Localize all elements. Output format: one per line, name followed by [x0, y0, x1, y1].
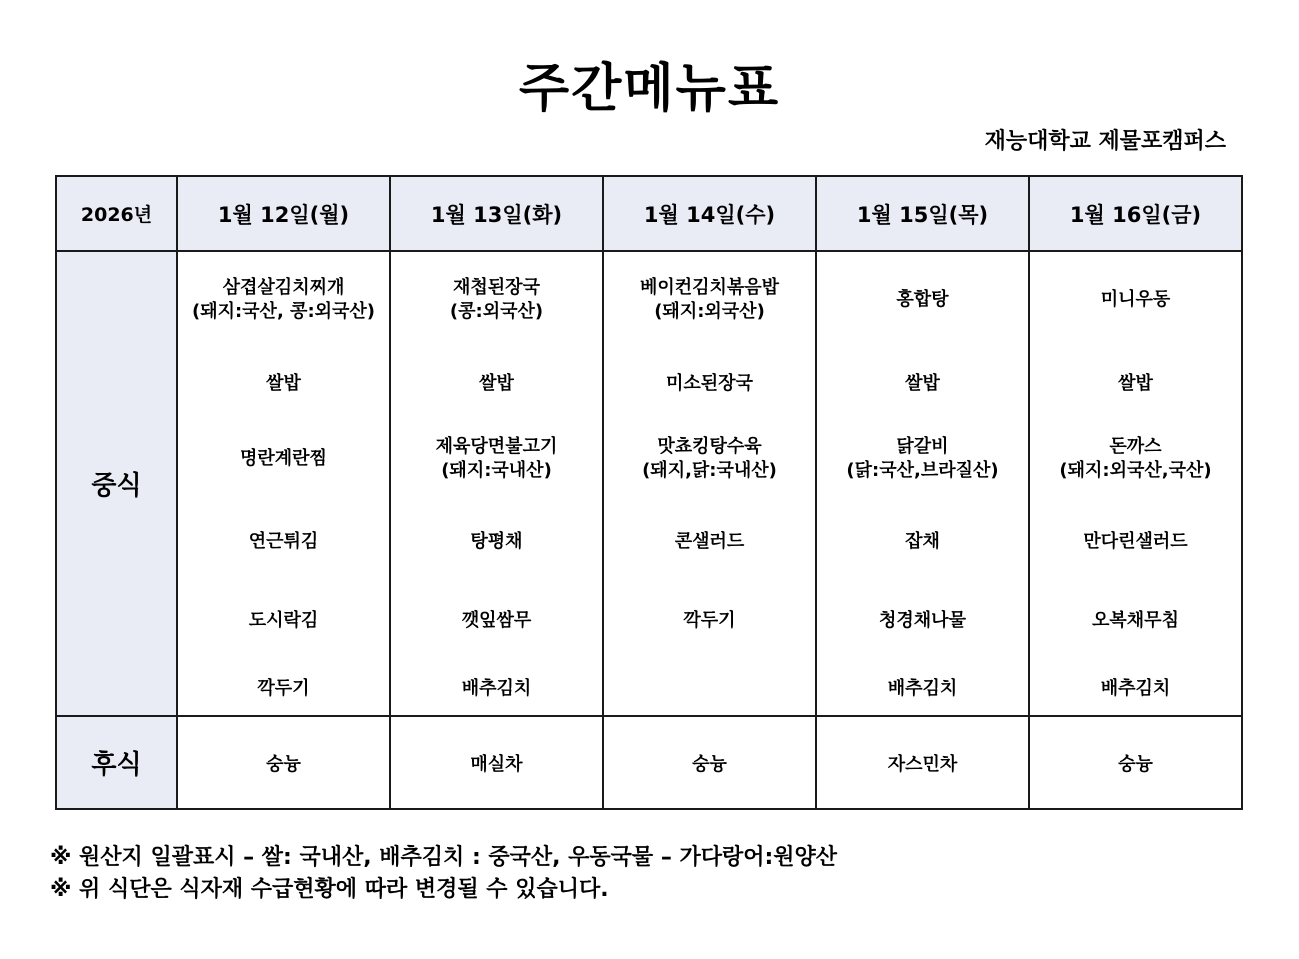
dish-item	[391, 518, 602, 566]
dish-name: 돈까스	[1109, 436, 1162, 457]
dish-name: 잡채	[905, 531, 940, 552]
dish-name: 닭갈비	[896, 436, 949, 457]
dish-item	[391, 665, 602, 713]
dish-item	[391, 276, 602, 324]
dish-name: 배추김치	[1100, 678, 1171, 699]
lunch-cell-wed	[603, 251, 816, 716]
day-header-fri: 1월 16일(금)	[1029, 176, 1242, 251]
dish-name: 배추김치	[887, 678, 958, 699]
dish-list	[604, 252, 815, 715]
dish-item	[604, 276, 815, 324]
notes	[50, 842, 837, 906]
dish-item	[391, 597, 602, 645]
dish-list	[1030, 252, 1241, 715]
dish-name: 콘샐러드	[674, 531, 745, 552]
dish-list	[178, 252, 389, 715]
dish-name: 쌀밥	[905, 373, 940, 394]
dish-item	[604, 360, 815, 408]
dish-origin: (돼지:외국산,국산)	[1059, 460, 1212, 481]
dish-item	[178, 276, 389, 324]
day-header-wed: 1월 14일(수)	[603, 176, 816, 251]
dish-name: 배추김치	[461, 678, 532, 699]
dish-name: 쌀밥	[1118, 373, 1153, 394]
header-row	[56, 176, 1242, 251]
dish-name: 미소된장국	[666, 373, 753, 394]
snack-cell-wed: 숭늉	[603, 716, 816, 809]
dish-item	[604, 518, 815, 566]
dish-item	[1030, 518, 1241, 566]
dish-item	[178, 597, 389, 645]
day-header-thu: 1월 15일(목)	[816, 176, 1029, 251]
snack-cell-mon: 숭늉	[177, 716, 390, 809]
dish-item	[604, 665, 815, 713]
dish-name: 삼겹살김치찌개	[222, 277, 345, 298]
dish-item	[817, 360, 1028, 408]
dish-item	[604, 597, 815, 645]
snack-label: 후식	[56, 716, 177, 809]
dish-item	[817, 665, 1028, 713]
dish-item	[604, 435, 815, 483]
dish-item	[178, 360, 389, 408]
dish-item	[178, 435, 389, 483]
dish-name: 제육당면불고기	[435, 436, 558, 457]
dish-name: 쌀밥	[479, 373, 514, 394]
dish-name: 연근튀김	[248, 531, 319, 552]
day-header-tue: 1월 13일(화)	[390, 176, 603, 251]
dish-origin: (돼지,닭:국내산)	[642, 460, 777, 481]
dish-item	[1030, 665, 1241, 713]
dish-name: 도시락김	[248, 610, 319, 631]
dish-item	[817, 597, 1028, 645]
dish-origin: (돼지:국내산)	[441, 460, 552, 481]
dish-name: 재첩된장국	[453, 277, 540, 298]
dish-item	[178, 665, 389, 713]
dish-name: 깍두기	[683, 610, 736, 631]
dish-name: 명란계란찜	[240, 448, 327, 469]
lunch-cell-fri	[1029, 251, 1242, 716]
snack-cell-thu: 자스민차	[816, 716, 1029, 809]
dish-item	[1030, 360, 1241, 408]
dish-origin: (콩:외국산)	[449, 301, 544, 322]
dish-name: 청경채나물	[879, 610, 966, 631]
dish-name: 깍두기	[257, 678, 310, 699]
dish-item	[817, 276, 1028, 324]
dish-item	[817, 435, 1028, 483]
dish-name: 만다린샐러드	[1083, 531, 1188, 552]
dish-name: 미니우동	[1100, 289, 1171, 310]
weekly-menu-table	[55, 175, 1243, 810]
dish-list	[817, 252, 1028, 715]
year-header: 2026년	[56, 176, 177, 251]
dish-origin: (돼지:외국산)	[654, 301, 765, 322]
dish-item	[1030, 597, 1241, 645]
dish-name: 베이컨김치볶음밥	[639, 277, 780, 298]
dish-item	[1030, 276, 1241, 324]
snack-cell-fri: 숭늉	[1029, 716, 1242, 809]
dish-name: 맛쵸킹탕수육	[657, 436, 762, 457]
day-header-mon: 1월 12일(월)	[177, 176, 390, 251]
dish-item	[391, 360, 602, 408]
dish-name: 오복채무침	[1092, 610, 1179, 631]
page-title: 주간메뉴표	[518, 59, 781, 119]
lunch-cell-tue	[390, 251, 603, 716]
origin-note: ※ 원산지 일괄표시 – 쌀: 국내산, 배추김치 : 중국산, 우동국물 – 가다랑어:원양산	[50, 845, 838, 870]
dish-origin: (돼지:국산, 콩:외국산)	[191, 301, 376, 322]
snack-cell-tue: 매실차	[390, 716, 603, 809]
dish-name: 홍합탕	[896, 289, 949, 310]
lunch-cell-thu	[816, 251, 1029, 716]
dish-origin: (닭:국산,브라질산)	[846, 460, 999, 481]
dish-item	[817, 518, 1028, 566]
dish-name: 탕평채	[470, 531, 523, 552]
dish-item	[1030, 435, 1241, 483]
dish-item	[178, 518, 389, 566]
lunch-label: 중식	[56, 251, 177, 716]
dish-name: 깻잎쌈무	[461, 610, 532, 631]
dish-list	[391, 252, 602, 715]
campus-name: 재능대학교 제물포캠퍼스	[984, 129, 1226, 154]
snack-row	[56, 716, 1242, 809]
lunch-cell-mon	[177, 251, 390, 716]
dish-item	[391, 435, 602, 483]
dish-name: 쌀밥	[266, 373, 301, 394]
change-note: ※ 위 식단은 식자재 수급현황에 따라 변경될 수 있습니다.	[50, 877, 609, 902]
lunch-row	[56, 251, 1242, 716]
